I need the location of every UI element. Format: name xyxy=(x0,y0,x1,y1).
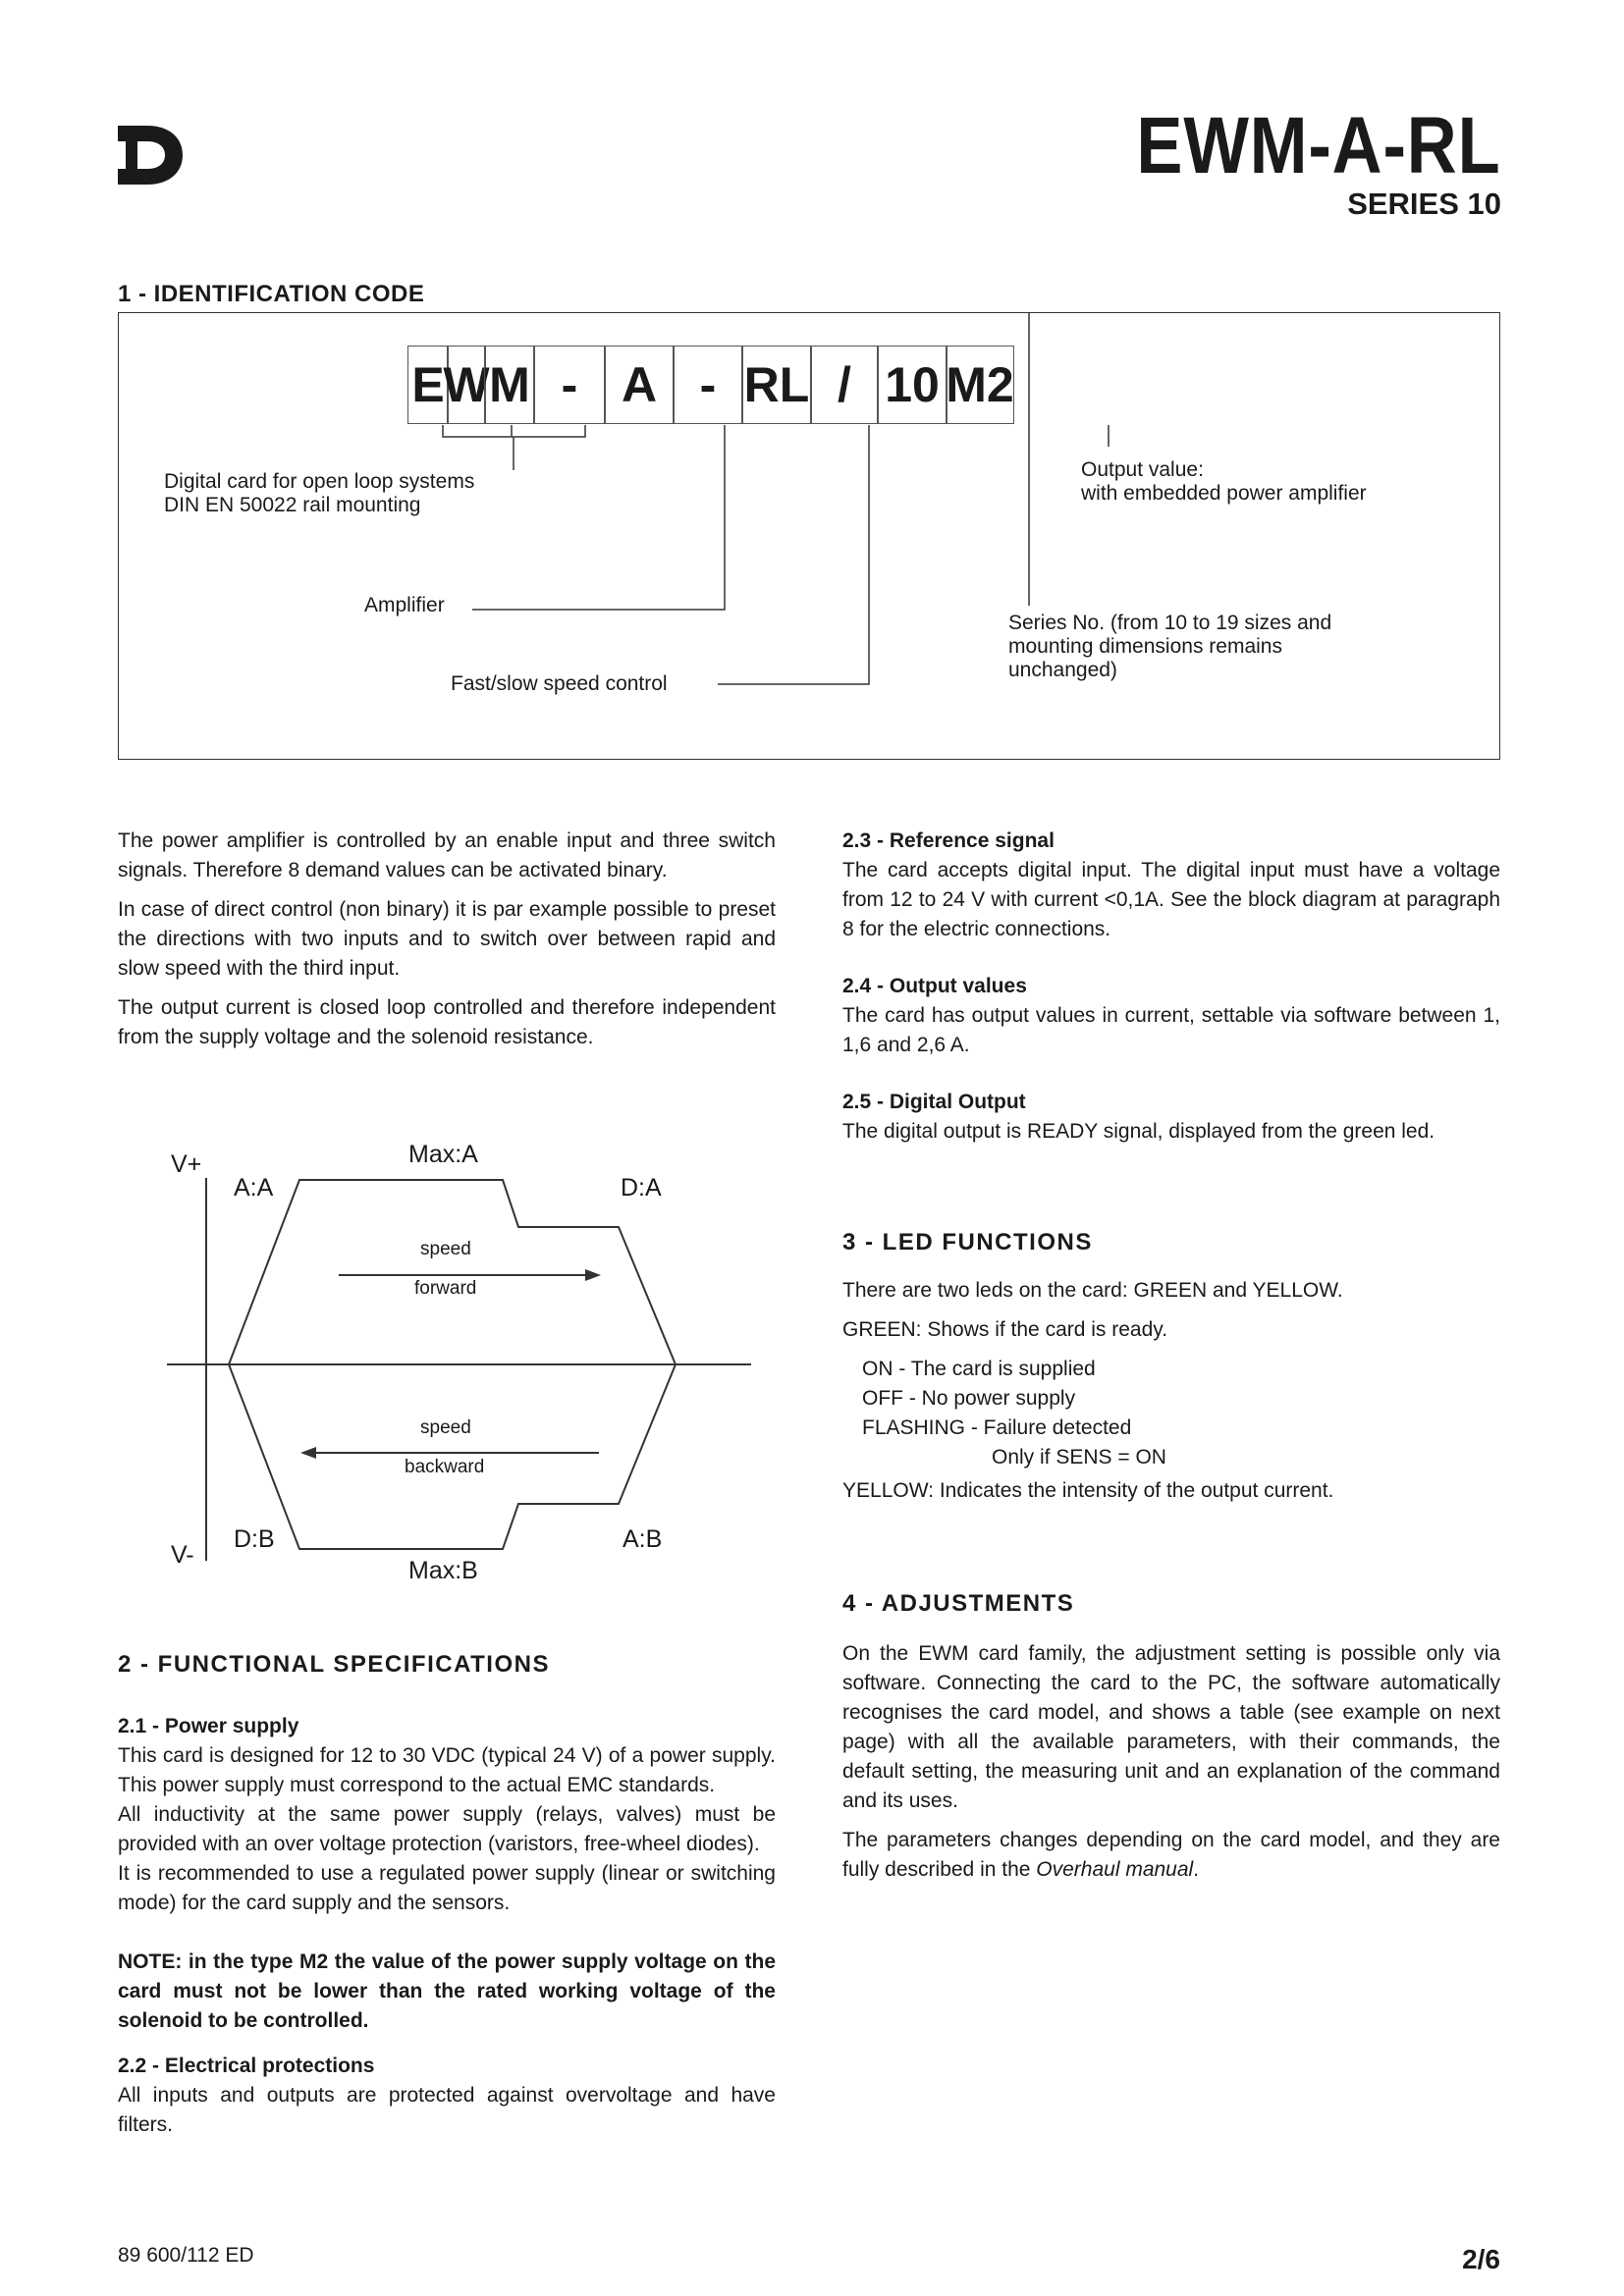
led-functions-heading: 3 - LED FUNCTIONS xyxy=(842,1229,1093,1255)
label-d-b: D:B xyxy=(234,1525,275,1553)
code-cell: E xyxy=(407,346,449,424)
document-title: EWM-A-RL xyxy=(1136,101,1501,190)
document-code: 89 600/112 ED xyxy=(118,2244,254,2267)
label-backward: backward xyxy=(405,1457,485,1477)
identification-heading: 1 - IDENTIFICATION CODE xyxy=(118,281,425,307)
label-max-a: Max:A xyxy=(408,1141,478,1168)
label-v-minus: V- xyxy=(171,1541,194,1569)
intro-text: The power amplifier is controlled by an enable input and three switch signals. Therefore 8 demand values can be activated binary. In case of direct control (non binary) it is par example possible to preset the directions with two inputs and to switch over between rapid and slow speed with the third input. The output current is closed loop controlled and therefore independent from the supply voltage and the solenoid resistance. xyxy=(118,829,776,1048)
code-cell: / xyxy=(810,346,879,424)
identification-code-box xyxy=(118,312,1500,760)
functional-specs-body: 2.1 - Power supply This card is designed for 12 to 30 VDC (typical 24 V) of a power supply. This power supply must correspond to the actual EMC standards. All inductivity at the same power supply (relays, valves) must be provided with an over voltage protection (varistors, free-wheel diodes). It is recommended to use a regulated power supply (linear or switching mode) for the card supply and the sensors. NOTE: in the type M2 the value of the power supply voltage on the card must not be lower than the rated working voltage of the solenoid to be controlled. 2.2 - Electrical protections All inputs and outputs are protected against overvoltage and have filters. xyxy=(118,1715,776,2136)
page-number: 2/6 xyxy=(1462,2244,1500,2274)
code-cell: M xyxy=(484,346,535,424)
label-amplifier: Amplifier xyxy=(364,594,445,616)
right-column: 2.3 - Reference signal The card accepts digital input. The digital input must have a voltage from 12 to 24 V with current <0,1A. See the block diagram at paragraph 8 for the electric connections. 2.4 - Output values The card has output values in current, settable via software between 1, 1,6 and 2,6 A. 2.5 - Digital Output The digital output is READY signal, displayed from the green led. xyxy=(842,829,1500,1143)
label-series-number: Series No. (from 10 to 19 sizes and mounting dimensions remains unchanged) xyxy=(1008,612,1332,681)
label-output-value: Output value: with embedded power amplifier xyxy=(1081,458,1367,505)
functional-specs-heading: 2 - FUNCTIONAL SPECIFICATIONS xyxy=(118,1651,550,1678)
label-v-plus: V+ xyxy=(171,1150,202,1178)
code-cell: - xyxy=(673,346,743,424)
label-speed-forward: speed xyxy=(420,1239,471,1259)
label-d-a: D:A xyxy=(621,1174,662,1201)
code-cell: A xyxy=(604,346,675,424)
code-cell: - xyxy=(533,346,606,424)
company-logo xyxy=(118,126,183,185)
adjustments-heading: 4 - ADJUSTMENTS xyxy=(842,1590,1075,1617)
led-functions-body: There are two leds on the card: GREEN and YELLOW. GREEN: Shows if the card is ready. ON - The card is supplied OFF - No power supply FLASHING - Failure detected Only if SENS = ON YELLOW: Indicates the intensity of the output current. xyxy=(842,1279,1343,1502)
label-max-b: Max:B xyxy=(408,1557,478,1584)
label-digital-card: Digital card for open loop systems DIN EN 50022 rail mounting xyxy=(164,470,475,516)
code-cell: M2 xyxy=(946,346,1014,424)
code-cell: 10 xyxy=(877,346,947,424)
label-a-a: A:A xyxy=(234,1174,274,1201)
label-a-b: A:B xyxy=(623,1525,663,1553)
label-speed-backward: speed xyxy=(420,1417,471,1438)
code-connector-lines xyxy=(119,313,1501,761)
code-cell: W xyxy=(447,346,486,424)
label-speed-control: Fast/slow speed control xyxy=(451,672,668,695)
series-label: SERIES 10 xyxy=(1347,187,1501,221)
adjustments-body: On the EWM card family, the adjustment setting is possible only via software. Connecting the card to the PC, the software automatically recognises the card model, and shows a table (see example on next page) with all the available parameters, with their commands, the default setting, the measuring unit and an explanation of the command and its uses. The parameters changes depending on the card model, and they are fully described in the Overhaul manual. xyxy=(842,1642,1500,1881)
note-text: NOTE: in the type M2 the value of the power supply voltage on the card must not be lower than the rated working voltage of the solenoid to be controlled. xyxy=(118,1950,776,2032)
code-cell: RL xyxy=(741,346,812,424)
label-forward: forward xyxy=(414,1278,477,1299)
